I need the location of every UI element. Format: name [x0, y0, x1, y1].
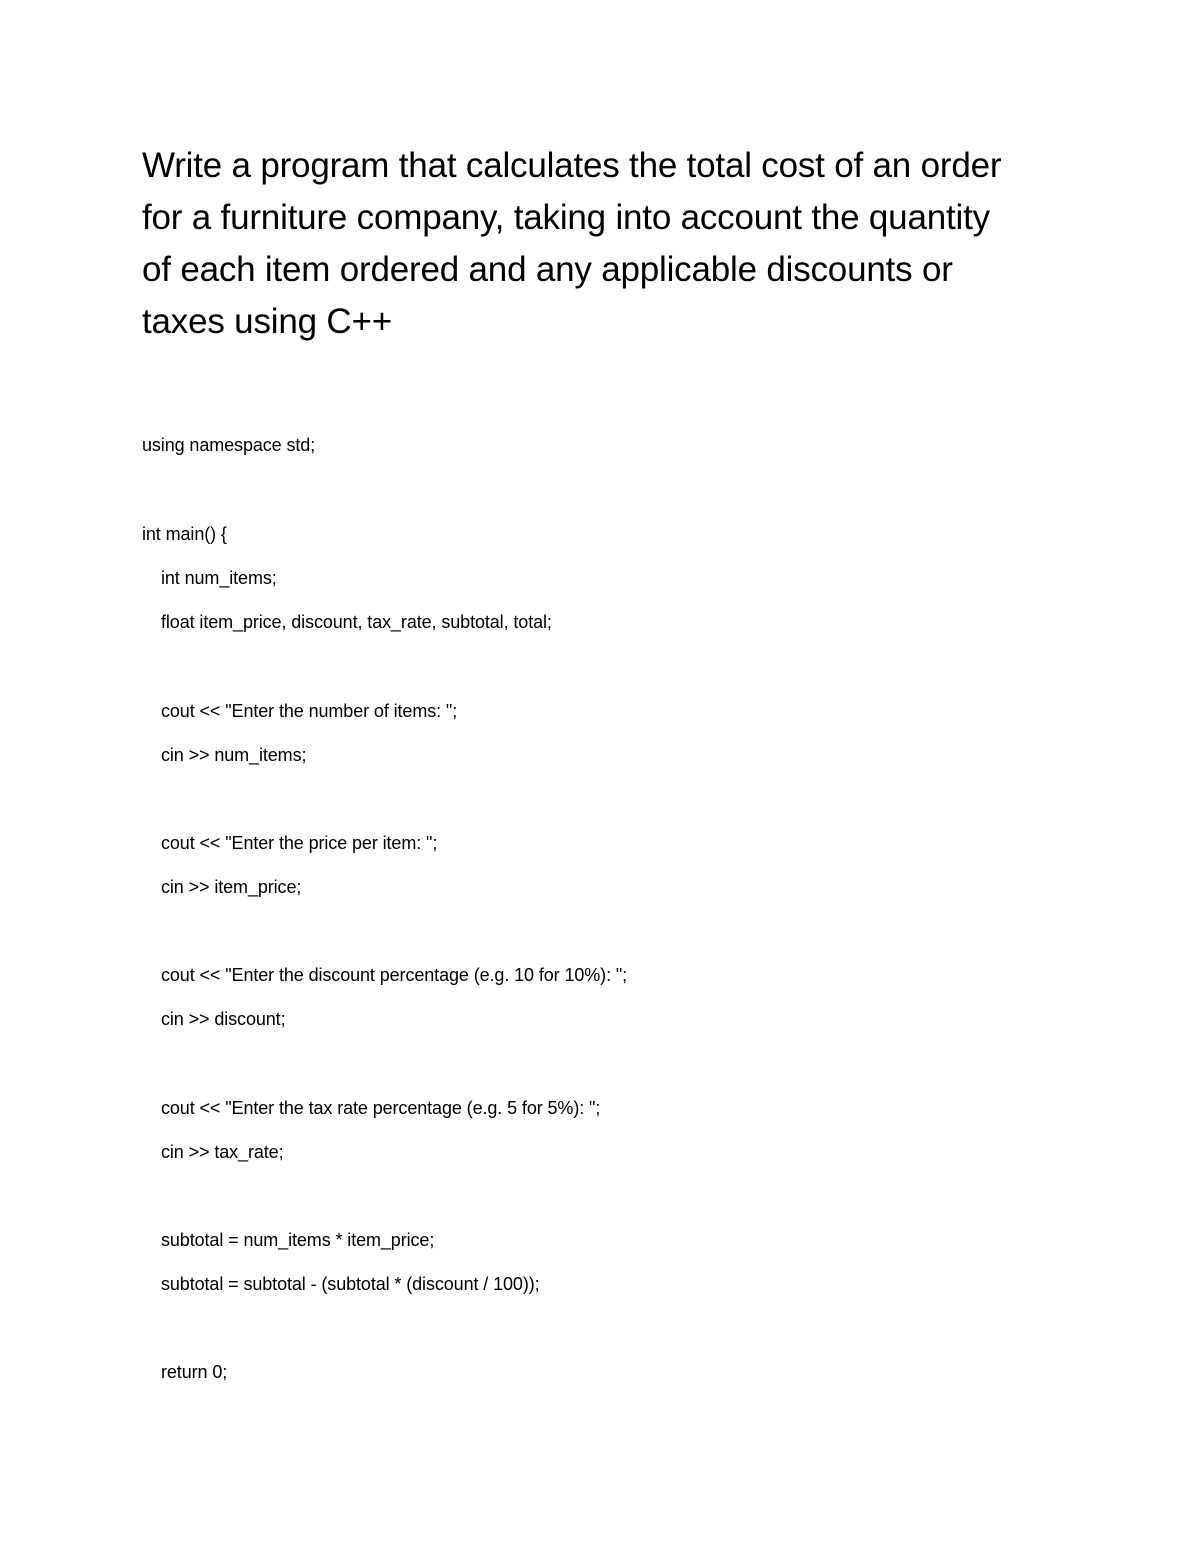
code-line-read-discount: cin >> discount;: [161, 1009, 286, 1029]
code-line-prompt-items: cout << "Enter the number of items: ";: [161, 701, 458, 721]
code-line-read-price: cin >> item_price;: [161, 877, 302, 897]
code-line-read-tax-rate: cin >> tax_rate;: [161, 1142, 284, 1162]
code-line-prompt-price: cout << "Enter the price per item: ";: [161, 833, 438, 853]
question-title: [142, 140, 1062, 348]
code-line-float-declaration: float item_price, discount, tax_rate, subtotal, total;: [161, 612, 552, 632]
code-line-using-namespace: using namespace std;: [142, 435, 316, 455]
code-line-prompt-tax-rate: cout << "Enter the tax rate percentage (e.g. 5 for 5%): ";: [161, 1098, 601, 1118]
code-line-apply-discount: subtotal = subtotal - (subtotal * (discount / 100));: [161, 1274, 540, 1294]
code-line-subtotal-calculation: subtotal = num_items * item_price;: [161, 1230, 435, 1250]
code-line-main-signature: int main() {: [142, 524, 227, 544]
title-line-3: of each item ordered and any applicable discounts or: [142, 250, 953, 289]
code-line-return: return 0;: [161, 1362, 228, 1382]
title-line-2: for a furniture company, taking into account the quantity: [142, 198, 990, 237]
title-line-1: Write a program that calculates the total cost of an order: [142, 146, 1002, 185]
code-line-prompt-discount: cout << "Enter the discount percentage (e.g. 10 for 10%): ";: [161, 965, 628, 985]
code-line-int-declaration: int num_items;: [161, 568, 277, 588]
code-line-read-items: cin >> num_items;: [161, 745, 307, 765]
title-line-4: taxes using C++: [142, 302, 392, 341]
